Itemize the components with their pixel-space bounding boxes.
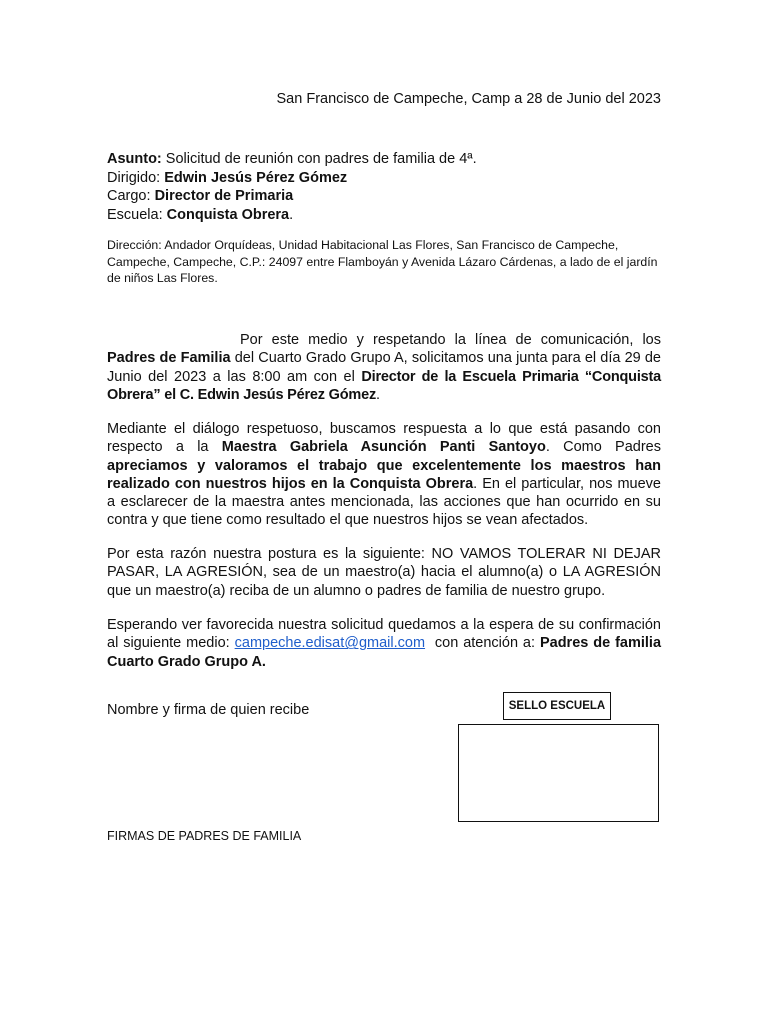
- position-line: [107, 187, 477, 206]
- p4-text-a: Esperando ver favorecida nuestra solicitud quedamos a la espera de su confirmación al siguiente medio:: [107, 617, 661, 652]
- p4-text-b: con atención a:: [425, 635, 540, 652]
- email-link[interactable]: campeche.edisat@gmail.com: [234, 635, 426, 652]
- p1-text-c: del Cuarto Grado Grupo A, solicitamos una junta para el día 29 de Junio del 2023 a las 8:00 am con el: [107, 350, 661, 385]
- letter-header: [107, 150, 477, 224]
- addressed-line: [107, 169, 477, 188]
- position-value: Director de Primaria: [154, 188, 294, 204]
- school-label: Escuela:: [107, 206, 163, 223]
- p2-text-e: . En el particular, nos mueve a esclarecer de la maestra antes mencionada, las acciones que han ocurrido en su contra y que tiene como resultado el que nuestros hijos se vean afectados.: [107, 475, 661, 529]
- parents-signatures-label: FIRMAS DE PADRES DE FAMILIA: [107, 829, 302, 843]
- paragraph-request: [107, 331, 661, 404]
- p1-parents-bold: Padres de Familia: [107, 350, 231, 367]
- p1-text-a: Por este medio y respetando la línea de comunicación, los: [240, 332, 661, 348]
- stamp-box: [458, 724, 659, 822]
- paragraph-position: Por esta razón nuestra postura es la siguiente: NO VAMOS TOLERAR NI DEJAR PASAR, LA AGRESIÓN, sea de un maestro(a) hacia el alumno(a) o LA AGRESIÓN que un maestro(a) reciba de un alumno o padres de familia de nuestro grupo.: [107, 546, 661, 599]
- p2-appreciation-bold: apreciamos y valoramos el trabajo que excelentemente los maestros han realizado con nuestros hijos en la Conquista Obrera: [107, 457, 661, 492]
- receiver-signature-label: Nombre y firma de quien recibe: [107, 702, 310, 718]
- p2-text-a: Mediante el diálogo respetuoso, buscamos respuesta a lo que está pasando con respecto a la: [107, 421, 661, 456]
- p2-text-c: . Como Padres: [545, 439, 661, 456]
- addressed-name: Edwin Jesús Pérez Gómez: [164, 169, 348, 186]
- p1-director-bold: Director de la Escuela Primaria “Conquista Obrera” el C. Edwin Jesús Pérez Gómez: [107, 368, 662, 403]
- school-name: Conquista Obrera: [166, 206, 290, 223]
- p2-teacher-bold: Maestra Gabriela Asunción Panti Santoyo: [221, 439, 546, 456]
- stamp-label: SELLO ESCUELA: [503, 692, 611, 720]
- school-period: .: [289, 206, 294, 223]
- p4-group-bold: Padres de familia Cuarto Grado Grupo A.: [107, 635, 662, 670]
- paragraph-dialogue: [107, 420, 661, 530]
- subject-text: Solicitud de reunión con padres de familia de 4ª.: [165, 151, 477, 167]
- subject-label: Asunto:: [107, 151, 162, 167]
- subject-line: [107, 150, 477, 169]
- date-line: San Francisco de Campeche, Camp a 28 de Junio del 2023: [276, 91, 661, 107]
- school-address: Dirección: Andador Orquídeas, Unidad Habitacional Las Flores, San Francisco de Campeche, Campeche, Campeche, C.P.: 24097 entre Flamboyán y Avenida Lázaro Cárdenas, a lado de el jardín de niños Las Flores.: [107, 238, 658, 285]
- school-line: [107, 206, 477, 225]
- addressed-label: Dirigido:: [107, 169, 161, 186]
- p1-period: .: [376, 386, 381, 403]
- position-label: Cargo:: [107, 188, 151, 204]
- paragraph-closing: [107, 616, 661, 671]
